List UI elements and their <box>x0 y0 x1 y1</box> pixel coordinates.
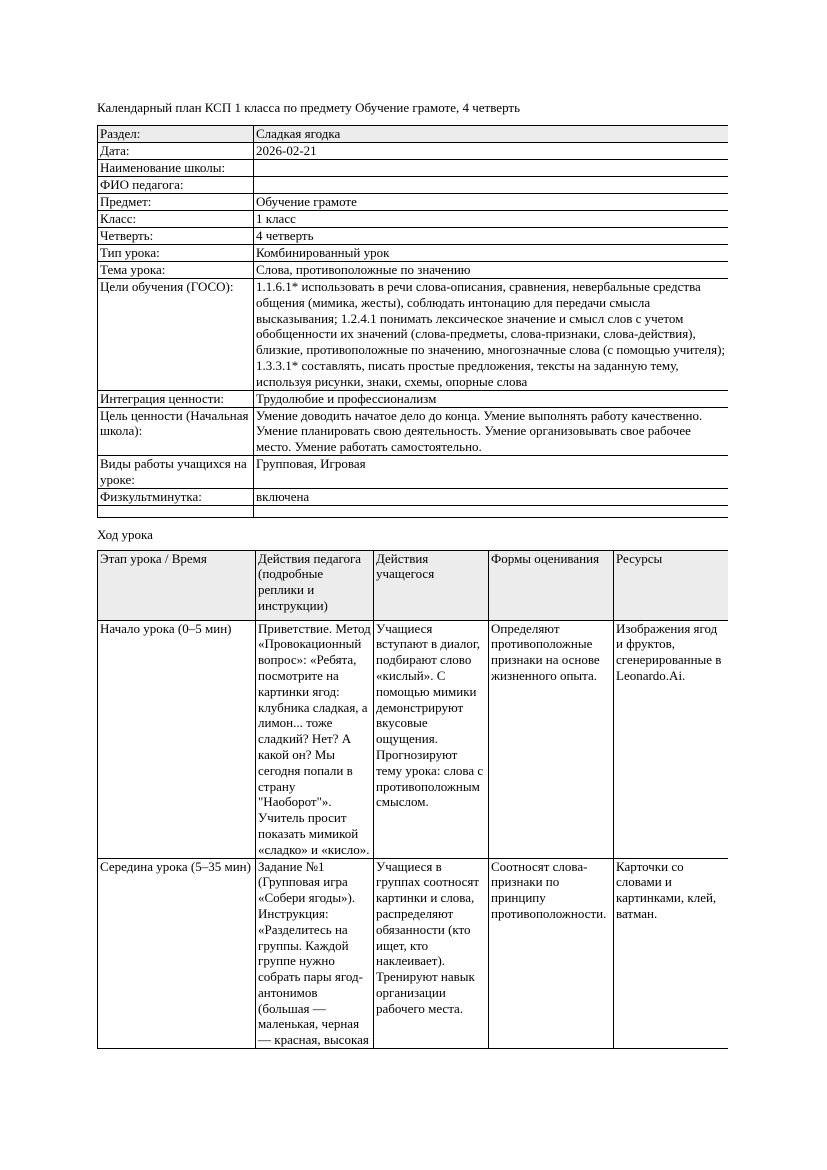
info-row-subject <box>98 194 729 211</box>
flow-row-lesson-start <box>98 620 729 858</box>
info-label: Дата: <box>98 143 254 160</box>
resources-cell: Карточки со словами и картинками, клей, ватман. <box>614 858 729 1049</box>
flow-header-stage: Этап урока / Время <box>98 550 256 620</box>
info-label: Цель ценности (Начальная школа): <box>98 407 254 455</box>
info-row-work-types <box>98 455 729 488</box>
info-value: Трудолюбие и профессионализм <box>254 390 729 407</box>
flow-header-row <box>98 550 729 620</box>
teacher-actions-cell: Задание №1 (Групповая игра «Собери ягоды»). Инструкция: «Разделитесь на группы. Каждой группе нужно собрать пары ягод-антонимов (большая — маленькая, черная — красная, высокая <box>256 858 374 1049</box>
info-label: Четверть: <box>98 228 254 245</box>
info-row-data <box>98 143 729 160</box>
info-value: 4 четверть <box>254 228 729 245</box>
student-actions-cell: Учащиеся вступают в диалог, подбирают слово «кислый». С помощью мимики демонстрируют вкусовые ощущения. Прогнозируют тему урока: слова с противоположным смыслом. <box>374 620 489 858</box>
info-label <box>98 505 254 517</box>
info-value: 1 класс <box>254 211 729 228</box>
student-actions-cell: Учащиеся в группах соотносят картинки и слова, распределяют обязанности (кто ищет, кто наклеивает). Тренируют навык организации рабочего места. <box>374 858 489 1049</box>
info-value <box>254 177 729 194</box>
info-row-quarter <box>98 228 729 245</box>
info-value: Умение доводить начатое дело до конца. Умение выполнять работу качественно. Умение планировать свою деятельность. Умение организовывать свое рабочее место. Умение работать самостоятельно. <box>254 407 729 455</box>
flow-header-student-actions: Действия учащегося <box>374 550 489 620</box>
info-value <box>254 160 729 177</box>
info-label: Предмет: <box>98 194 254 211</box>
document-title: Календарный план КСП 1 класса по предмету Обучение грамоте, 4 четверть <box>97 100 521 115</box>
info-value: включена <box>254 488 729 505</box>
resources-cell: Изображения ягод и фруктов, сгенерированные в Leonardo.Ai. <box>614 620 729 858</box>
info-label: ФИО педагога: <box>98 177 254 194</box>
info-row-values-integration <box>98 390 729 407</box>
flow-header-resources: Ресурсы <box>614 550 729 620</box>
info-label: Раздел: <box>98 126 254 143</box>
flow-row-lesson-middle <box>98 858 729 1049</box>
info-row-physical-minute <box>98 488 729 505</box>
info-row-razdel <box>98 126 729 143</box>
flow-header-teacher-actions: Действия педагога (подробные реплики и инструкции) <box>256 550 374 620</box>
info-value: Слова, противоположные по значению <box>254 262 729 279</box>
info-label: Цели обучения (ГОСО): <box>98 279 254 391</box>
info-row-school <box>98 160 729 177</box>
info-row-values-goal <box>98 407 729 455</box>
info-label: Виды работы учащихся на уроке: <box>98 455 254 488</box>
info-value: 2026-02-21 <box>254 143 729 160</box>
info-label: Тип урока: <box>98 245 254 262</box>
assessment-cell: Соотносят слова-признаки по принципу противоположности. <box>489 858 614 1049</box>
info-row-lesson-type <box>98 245 729 262</box>
info-label: Наименование школы: <box>98 160 254 177</box>
info-value <box>254 505 729 517</box>
info-row-goals <box>98 279 729 391</box>
document-page <box>97 0 728 1170</box>
stage-cell: Середина урока (5–35 мин) <box>98 858 256 1049</box>
assessment-cell: Определяют противоположные признаки на основе жизненного опыта. <box>489 620 614 858</box>
info-label: Класс: <box>98 211 254 228</box>
stage-cell: Начало урока (0–5 мин) <box>98 620 256 858</box>
lesson-info-table <box>97 125 728 518</box>
info-label: Физкультминутка: <box>98 488 254 505</box>
info-label: Интеграция ценности: <box>98 390 254 407</box>
info-row-lesson-topic <box>98 262 729 279</box>
flow-header-assessment: Формы оценивания <box>489 550 614 620</box>
info-value: Обучение грамоте <box>254 194 729 211</box>
info-label: Тема урока: <box>98 262 254 279</box>
lesson-flow-heading: Ход урока <box>97 526 153 542</box>
info-value: Групповая, Игровая <box>254 455 729 488</box>
info-row-empty <box>98 505 729 517</box>
teacher-actions-cell: Приветствие. Метод «Провокационный вопрос»: «Ребята, посмотрите на картинки ягод: клубника сладкая, а лимон... тоже сладкий? Нет? А какой он? Мы сегодня попали в страну "Наоборот"». Учитель просит показать мимикой «сладко» и «кисло». <box>256 620 374 858</box>
lesson-flow-table <box>97 550 728 1050</box>
info-value: Сладкая ягодка <box>254 126 729 143</box>
info-value: 1.1.6.1* использовать в речи слова-описания, сравнения, невербальные средства общения (мимика, жесты), соблюдать интонацию для передачи смысла высказывания; 1.2.4.1 понимать лексическое значение и смысл слов с учетом обобщенности их значений (слова-предметы, слова-признаки, слова-действия), близкие, противоположные по значению, многозначные слова (с помощью учителя); 1.3.3.1* составлять, писать простые предложения, тексты на заданную тему, используя рисунки, знаки, схемы, опорные слова <box>254 279 729 391</box>
info-row-teacher-name <box>98 177 729 194</box>
info-row-class <box>98 211 729 228</box>
info-value: Комбинированный урок <box>254 245 729 262</box>
